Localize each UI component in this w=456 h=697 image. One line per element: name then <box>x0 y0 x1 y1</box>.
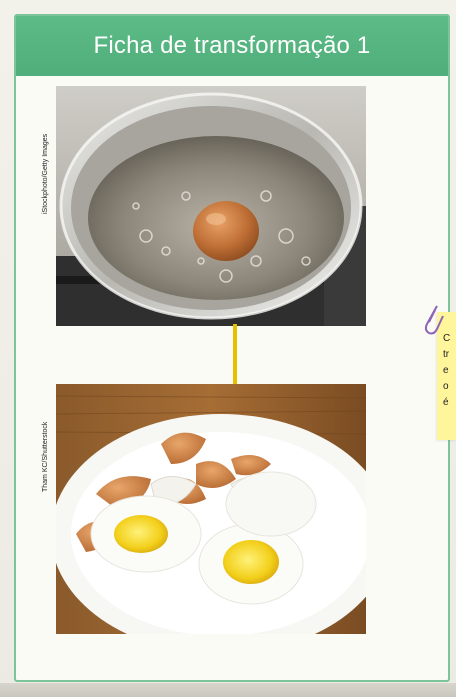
peeled-eggs-photo <box>56 384 366 634</box>
side-note-line-2: tr <box>443 349 450 360</box>
top-photo-credit: iStockphoto/Getty Images <box>42 133 49 214</box>
side-note-line-5: é <box>443 397 449 408</box>
side-note-line-1: C <box>443 333 451 344</box>
egg-icon <box>193 201 259 261</box>
bottom-photo-credit: Tham KC/Shutterstock <box>42 421 49 492</box>
side-note-line-4: o <box>443 381 449 392</box>
boiling-egg-illustration <box>56 86 366 326</box>
side-note-line-3: e <box>443 365 449 376</box>
card-header <box>16 16 448 76</box>
boiling-egg-photo <box>56 86 366 326</box>
card-title: Ficha de transformação 1 <box>93 32 371 59</box>
paperclip-icon <box>421 302 445 342</box>
peeled-eggs-illustration <box>56 384 366 634</box>
page-bottom-edge <box>0 683 456 697</box>
